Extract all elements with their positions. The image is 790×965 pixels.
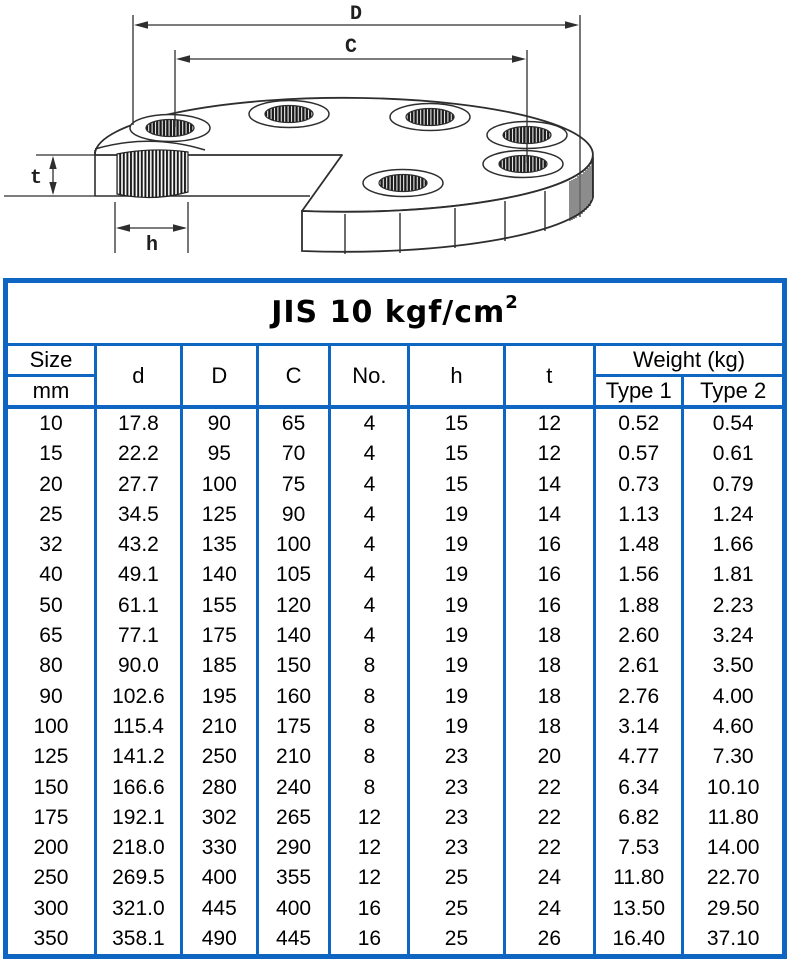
flange-technical-drawing	[0, 0, 790, 278]
table-cell: 13.50	[595, 894, 683, 924]
table-cell: 100	[181, 470, 257, 500]
col-header-no: No.	[330, 346, 409, 407]
table-cell: 200	[33, 836, 69, 860]
table-row	[8, 560, 782, 590]
table-cell: 269.5	[95, 863, 181, 893]
table-cell: 40	[39, 563, 63, 587]
table-cell: 0.57	[595, 439, 683, 469]
table-cell: 65	[257, 407, 330, 439]
table-cell: 2.61	[595, 651, 683, 681]
table-cell: 18	[504, 712, 595, 742]
table-cell: 250	[33, 866, 69, 890]
table-cell: 1.66	[683, 530, 782, 560]
table-cell: 105	[257, 560, 330, 590]
table-cell: 300	[33, 896, 69, 920]
table-row	[8, 682, 782, 712]
table-cell: 210	[181, 712, 257, 742]
table-cell: 10.10	[683, 773, 782, 803]
table-cell: 4.60	[683, 712, 782, 742]
table-cell: 18	[504, 682, 595, 712]
table-cell: 350	[33, 927, 69, 951]
table-cell: 355	[257, 863, 330, 893]
table-cell: 19	[409, 712, 504, 742]
table-cell: 17.8	[95, 407, 181, 439]
table-cell: 77.1	[95, 621, 181, 651]
table-cell: 218.0	[95, 833, 181, 863]
table-row	[8, 470, 782, 500]
table-cell: 19	[409, 500, 504, 530]
table-cell: 0.61	[683, 439, 782, 469]
table-cell: 4	[330, 560, 409, 590]
table-cell: 175	[33, 805, 69, 829]
table-cell: 23	[409, 803, 504, 833]
table-cell: 125	[33, 745, 69, 769]
table-cell: 0.54	[683, 407, 782, 439]
table-cell: 1.81	[683, 560, 782, 590]
spec-table-container	[3, 278, 787, 959]
table-cell: 43.2	[95, 530, 181, 560]
table-cell: 18	[504, 651, 595, 681]
table-cell: 280	[181, 773, 257, 803]
table-title-text: JIS 10 kgf/cm	[271, 295, 506, 330]
dimension-h	[115, 202, 188, 257]
table-cell: 34.5	[95, 500, 181, 530]
table-cell: 16	[330, 924, 409, 954]
table-cell: 23	[409, 742, 504, 772]
table-cell: 25	[409, 924, 504, 954]
table-cell: 4.77	[595, 742, 683, 772]
col-header-weight: Weight (kg)	[595, 346, 782, 376]
table-cell: 95	[181, 439, 257, 469]
table-cell: 2.76	[595, 682, 683, 712]
table-cell: 4	[330, 621, 409, 651]
table-cell: 7.30	[683, 742, 782, 772]
table-cell: 12	[330, 833, 409, 863]
table-cell: 15	[409, 470, 504, 500]
table-cell: 1.48	[595, 530, 683, 560]
table-cell: 400	[257, 894, 330, 924]
table-cell: 6.34	[595, 773, 683, 803]
table-cell: 195	[181, 682, 257, 712]
table-cell: 12	[504, 407, 595, 439]
table-cell: 140	[257, 621, 330, 651]
table-cell: 16	[504, 530, 595, 560]
table-cell: 22	[504, 833, 595, 863]
table-cell: 100	[33, 714, 69, 738]
bolt-hole	[483, 151, 563, 178]
table-cell: 3.14	[595, 712, 683, 742]
table-cell: 400	[181, 863, 257, 893]
table-cell: 302	[181, 803, 257, 833]
table-cell: 65	[39, 624, 63, 648]
table-cell: 90	[181, 407, 257, 439]
table-cell: 150	[257, 651, 330, 681]
table-cell: 0.79	[683, 470, 782, 500]
table-title	[8, 283, 782, 346]
table-cell: 15	[409, 439, 504, 469]
table-cell: 20	[504, 742, 595, 772]
table-cell: 290	[257, 833, 330, 863]
table-cell: 160	[257, 682, 330, 712]
col-header-type1: Type 1	[595, 376, 683, 408]
table-cell: 135	[181, 530, 257, 560]
dim-label-t: t	[29, 167, 43, 190]
table-cell: 19	[409, 621, 504, 651]
table-cell: 192.1	[95, 803, 181, 833]
table-cell: 4	[330, 470, 409, 500]
table-cell: 115.4	[95, 712, 181, 742]
table-row	[8, 924, 782, 954]
table-cell: 141.2	[95, 742, 181, 772]
table-cell: 11.80	[683, 803, 782, 833]
table-cell: 22.2	[95, 439, 181, 469]
table-cell: 1.88	[595, 591, 683, 621]
bolt-hole	[390, 104, 470, 131]
table-row	[8, 439, 782, 469]
table-cell: 19	[409, 560, 504, 590]
table-cell: 37.10	[683, 924, 782, 954]
table-cell: 12	[504, 439, 595, 469]
dim-label-D: D	[349, 3, 363, 26]
table-cell: 14.00	[683, 833, 782, 863]
col-header-D: D	[181, 346, 257, 407]
table-row	[8, 894, 782, 924]
table-cell: 2.60	[595, 621, 683, 651]
dimension-table	[8, 346, 782, 954]
table-cell: 16.40	[595, 924, 683, 954]
table-cell: 175	[257, 712, 330, 742]
table-cell: 12	[330, 803, 409, 833]
table-cell: 265	[257, 803, 330, 833]
table-cell: 8	[330, 682, 409, 712]
table-cell: 15	[39, 442, 63, 466]
table-body	[8, 407, 782, 954]
table-cell: 16	[330, 894, 409, 924]
table-cell: 100	[257, 530, 330, 560]
table-cell: 185	[181, 651, 257, 681]
dim-label-C: C	[344, 36, 358, 59]
sectioned-bolt-hatch	[117, 150, 188, 198]
table-cell: 4	[330, 439, 409, 469]
table-cell: 8	[330, 773, 409, 803]
bolt-hole	[363, 170, 443, 197]
table-cell: 1.13	[595, 500, 683, 530]
table-row	[8, 712, 782, 742]
table-cell: 22	[504, 803, 595, 833]
table-cell: 240	[257, 773, 330, 803]
table-cell: 1.24	[683, 500, 782, 530]
table-cell: 19	[409, 530, 504, 560]
table-cell: 6.82	[595, 803, 683, 833]
table-row	[8, 407, 782, 439]
table-cell: 29.50	[683, 894, 782, 924]
table-cell: 210	[257, 742, 330, 772]
table-cell: 2.23	[683, 591, 782, 621]
table-cell: 18	[504, 621, 595, 651]
table-cell: 24	[504, 863, 595, 893]
table-cell: 22.70	[683, 863, 782, 893]
col-header-C: C	[257, 346, 330, 407]
table-row	[8, 742, 782, 772]
table-cell: 49.1	[95, 560, 181, 590]
table-cell: 25	[409, 863, 504, 893]
table-row	[8, 591, 782, 621]
table-row	[8, 833, 782, 863]
bolt-hole	[130, 115, 210, 142]
table-cell: 23	[409, 773, 504, 803]
table-cell: 70	[257, 439, 330, 469]
table-cell: 490	[181, 924, 257, 954]
table-cell: 120	[257, 591, 330, 621]
table-cell: 11.80	[595, 863, 683, 893]
table-cell: 19	[409, 591, 504, 621]
col-header-type2: Type 2	[683, 376, 782, 408]
table-cell: 175	[181, 621, 257, 651]
table-cell: 250	[181, 742, 257, 772]
bolt-hole	[249, 101, 329, 128]
table-cell: 330	[181, 833, 257, 863]
table-cell: 19	[409, 651, 504, 681]
table-cell: 12	[330, 863, 409, 893]
table-cell: 8	[330, 651, 409, 681]
table-cell: 90.0	[95, 651, 181, 681]
table-cell: 22	[504, 773, 595, 803]
col-header-mm: mm	[8, 376, 95, 408]
table-cell: 19	[409, 682, 504, 712]
table-row	[8, 803, 782, 833]
table-cell: 75	[257, 470, 330, 500]
table-cell: 8	[330, 742, 409, 772]
table-cell: 4	[330, 500, 409, 530]
table-cell: 8	[330, 712, 409, 742]
col-header-size: Size	[8, 346, 95, 376]
table-cell: 7.53	[595, 833, 683, 863]
table-row	[8, 621, 782, 651]
table-cell: 445	[181, 894, 257, 924]
col-header-d: d	[95, 346, 181, 407]
table-row	[8, 773, 782, 803]
table-cell: 3.24	[683, 621, 782, 651]
table-cell: 27.7	[95, 470, 181, 500]
table-row	[8, 863, 782, 893]
table-cell: 0.73	[595, 470, 683, 500]
table-cell: 90	[257, 500, 330, 530]
table-cell: 358.1	[95, 924, 181, 954]
table-cell: 155	[181, 591, 257, 621]
table-cell: 16	[504, 591, 595, 621]
table-cell: 4.00	[683, 682, 782, 712]
table-cell: 125	[181, 500, 257, 530]
table-cell: 102.6	[95, 682, 181, 712]
table-cell: 26	[504, 924, 595, 954]
table-cell: 321.0	[95, 894, 181, 924]
table-row	[8, 500, 782, 530]
table-cell: 10	[39, 412, 63, 435]
table-cell: 166.6	[95, 773, 181, 803]
table-cell: 140	[181, 560, 257, 590]
dimension-t	[4, 155, 95, 196]
table-header	[8, 346, 782, 407]
col-header-h: h	[409, 346, 504, 407]
table-cell: 0.52	[595, 407, 683, 439]
table-title-superscript: 2	[505, 292, 519, 313]
table-cell: 3.50	[683, 651, 782, 681]
table-row	[8, 651, 782, 681]
col-header-t: t	[504, 346, 595, 407]
table-row	[8, 530, 782, 560]
table-cell: 90	[39, 684, 63, 708]
table-cell: 24	[504, 894, 595, 924]
table-cell: 80	[39, 654, 63, 678]
table-cell: 20	[39, 472, 63, 496]
table-cell: 4	[330, 591, 409, 621]
flange-drawing-svg	[0, 0, 790, 278]
table-cell: 32	[39, 533, 63, 557]
table-cell: 4	[330, 407, 409, 439]
table-cell: 50	[39, 593, 63, 617]
table-cell: 61.1	[95, 591, 181, 621]
table-cell: 14	[504, 470, 595, 500]
dim-label-h: h	[145, 234, 159, 257]
table-cell: 25	[409, 894, 504, 924]
table-cell: 445	[257, 924, 330, 954]
table-cell: 25	[39, 502, 63, 526]
table-cell: 23	[409, 833, 504, 863]
table-cell: 14	[504, 500, 595, 530]
table-cell: 150	[33, 775, 69, 799]
table-cell: 16	[504, 560, 595, 590]
table-cell: 15	[409, 407, 504, 439]
table-cell: 4	[330, 530, 409, 560]
table-cell: 1.56	[595, 560, 683, 590]
